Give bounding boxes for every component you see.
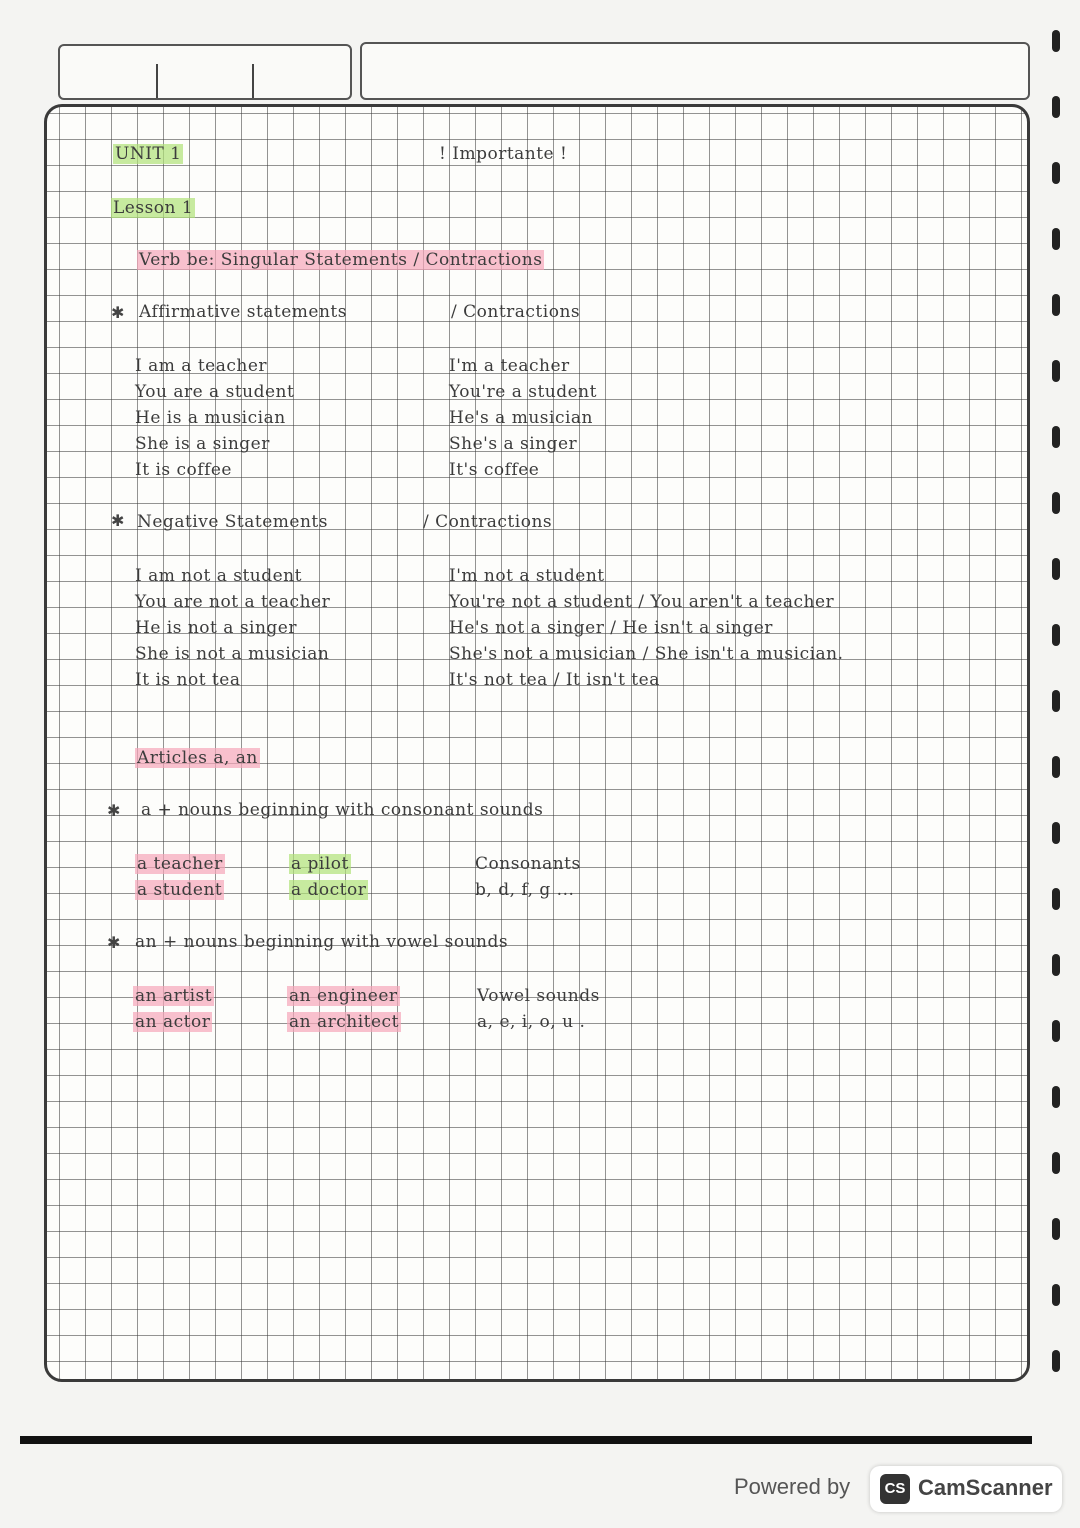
camscanner-logo-icon: CS [880, 1474, 910, 1504]
verb-be-title: Verb be: Singular Statements / Contractions [139, 250, 543, 270]
an-example: an artist [135, 986, 213, 1006]
vowels-list: a, e, i, o, u . [477, 1012, 586, 1032]
binding-ring [1052, 1350, 1060, 1372]
header-box-left [58, 44, 352, 100]
binding-ring [1052, 294, 1060, 316]
a-example: a student [137, 880, 223, 900]
bullet-star-icon: ✱ [107, 933, 121, 952]
affirmative-heading: Affirmative statements [139, 302, 347, 322]
affirmative-statement: She is a singer [135, 434, 270, 454]
bullet-star-icon: ✱ [111, 303, 125, 322]
a-rule: a + nouns beginning with consonant sounds [141, 800, 544, 820]
binding-ring [1052, 1152, 1060, 1174]
affirmative-contraction: It's coffee [449, 460, 540, 480]
affirmative-contraction: I'm a teacher [449, 356, 570, 376]
binding-ring [1052, 426, 1060, 448]
header-box-right [360, 42, 1030, 100]
importante-note: ! Importante ! [439, 144, 568, 164]
binding-ring [1052, 888, 1060, 910]
binding-ring [1052, 360, 1060, 382]
watermark-powered-by: Powered by [734, 1474, 851, 1499]
affirmative-contraction: She's a singer [449, 434, 578, 454]
negative-contraction: She's not a musician / She isn't a musician. [449, 644, 844, 664]
vowels-heading: Vowel sounds [477, 986, 600, 1006]
binding-ring [1052, 30, 1060, 52]
affirmative-statement: I am a teacher [135, 356, 268, 376]
grid-sheet [44, 104, 1030, 1382]
a-example: a doctor [291, 880, 367, 900]
an-example: an actor [135, 1012, 211, 1032]
binding-ring [1052, 690, 1060, 712]
negative-heading: Negative Statements [137, 512, 328, 532]
binding-ring [1052, 624, 1060, 646]
an-example: an architect [289, 1012, 399, 1032]
negative-contractions-heading: / Contractions [423, 512, 553, 532]
affirmative-contractions-heading: / Contractions [451, 302, 581, 322]
binding-ring [1052, 1020, 1060, 1042]
affirmative-statement: It is coffee [135, 460, 232, 480]
camscanner-badge [870, 1466, 1062, 1512]
affirmative-contraction: You're a student [449, 382, 597, 402]
camscanner-brand: CamScanner [918, 1475, 1053, 1500]
a-example: a teacher [137, 854, 223, 874]
affirmative-statement: You are a student [135, 382, 295, 402]
negative-contraction: You're not a student / You aren't a teacher [449, 592, 835, 612]
unit-title: UNIT 1 [115, 144, 182, 164]
page-bottom-edge [20, 1436, 1032, 1444]
negative-contraction: It's not tea / It isn't tea [449, 670, 660, 690]
negative-contraction: He's not a singer / He isn't a singer [449, 618, 773, 638]
binding-ring [1052, 228, 1060, 250]
binding-ring [1052, 492, 1060, 514]
negative-contraction: I'm not a student [449, 566, 605, 586]
binding-ring [1052, 954, 1060, 976]
bullet-star-icon: ✱ [111, 511, 125, 530]
lesson-title: Lesson 1 [113, 198, 194, 218]
binding-ring [1052, 558, 1060, 580]
consonants-list: b, d, f, g ... [475, 880, 575, 900]
negative-statement: You are not a teacher [135, 592, 331, 612]
binding-ring [1052, 1218, 1060, 1240]
notebook-binding [1052, 20, 1064, 1420]
negative-statement: It is not tea [135, 670, 241, 690]
an-example: an engineer [289, 986, 398, 1006]
binding-ring [1052, 96, 1060, 118]
consonants-heading: Consonants [475, 854, 581, 874]
binding-ring [1052, 1086, 1060, 1108]
articles-title: Articles a, an [137, 748, 258, 768]
header-divider [156, 64, 158, 98]
affirmative-statement: He is a musician [135, 408, 286, 428]
bullet-star-icon: ✱ [107, 801, 121, 820]
binding-ring [1052, 822, 1060, 844]
binding-ring [1052, 1284, 1060, 1306]
negative-statement: I am not a student [135, 566, 302, 586]
affirmative-contraction: He's a musician [449, 408, 593, 428]
an-rule: an + nouns beginning with vowel sounds [135, 932, 509, 952]
header-divider [252, 64, 254, 98]
negative-statement: She is not a musician [135, 644, 330, 664]
a-example: a pilot [291, 854, 349, 874]
binding-ring [1052, 756, 1060, 778]
negative-statement: He is not a singer [135, 618, 297, 638]
binding-ring [1052, 162, 1060, 184]
